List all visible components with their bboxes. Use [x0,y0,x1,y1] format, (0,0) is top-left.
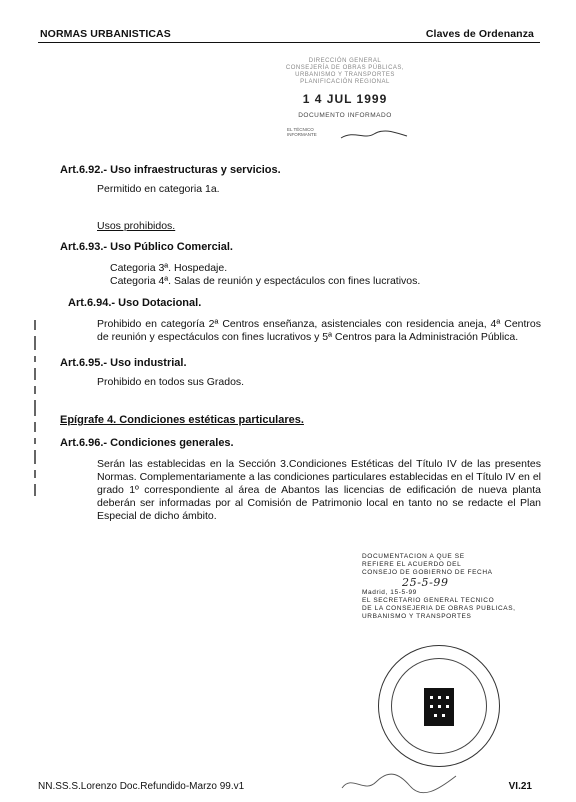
stamp-date: 1 4 JUL 1999 [302,92,388,106]
footer-page-number: VI.21 [508,781,532,792]
stamp-line-1: DIRECCIÓN GENERAL [308,58,382,64]
margin-registration-marks [30,320,40,500]
seal-flag-icon [424,688,454,726]
footer-document-name: NN.SS.S.Lorenzo Doc.Refundido-Marzo 99.v1 [38,781,245,792]
stamp-doc-informado: DOCUMENTO INFORMADO [298,112,392,119]
art-6-93-cat3: Categoria 3ª. Hospedaje. [110,262,228,274]
usos-prohibidos-heading: Usos prohibidos. [97,220,176,232]
approval-line-2: REFIERE EL ACUERDO DEL [362,561,462,568]
art-6-96-body: Serán las establecidas en la Sección 3.Condiciones Estéticas del Título IV de las presentes Normas. Complementariamente a las condiciones particulares establecidas en el Título IV en el grado 1º correspondiente al área de Abantos las licencias de edificación de nueva planta deberán ser informadas por al Comisión de Patrimonio local en tanto no se redacte el Plan Especial de dicho ámbito. [97,458,541,522]
received-stamp [275,58,415,158]
stamp-signature [339,128,409,142]
header-left: NORMAS URBANISTICAS [40,28,171,40]
comunidad-madrid-seal [378,645,500,767]
art-6-95-body: Prohibido en todos sus Grados. [97,376,245,388]
approval-line-4: Madrid, 15-5-99 [362,589,417,596]
stamp-tecnico-2: INFORMANTE [287,132,317,137]
header-rule [38,42,540,43]
approval-line-5: EL SECRETARIO GENERAL TECNICO [362,597,495,604]
approval-line-1: DOCUMENTACION A QUE SE [362,553,465,560]
art-6-95-title: Art.6.95.- Uso industrial. [60,357,187,369]
art-6-94-title: Art.6.94.- Uso Dotacional. [68,297,202,309]
approval-handwritten-date: 25-5-99 [402,576,449,589]
approval-stamp [362,553,540,753]
stamp-line-3: PLANIFICACIÓN REGIONAL [300,79,390,85]
art-6-94-body: Prohibido en categoría 2ª Centros enseñanza, asistenciales con residencia aneja, 4ª Centros de reunión y espectáculos con fines lucrativos y 5ª Centros para la Administración Pública. [97,318,541,343]
stamp-tecnico-1: EL TÉCNICO [287,127,314,132]
art-6-92-title: Art.6.92.- Uso infraestructuras y servicios. [60,164,281,176]
art-6-92-body: Permitido en categoria 1a. [97,183,220,195]
epigrafe-4-heading: Epígrafe 4. Condiciones estéticas particulares. [60,414,304,426]
art-6-93-cat4: Categoria 4ª. Salas de reunión y espectáculos con fines lucrativos. [110,275,421,287]
stamp-line-2: CONSEJERÍA DE OBRAS PÚBLICAS, URBANISMO Y TRANSPORTES [285,65,405,78]
header-right: Claves de Ordenanza [425,28,534,40]
art-6-93-title: Art.6.93.- Uso Público Comercial. [60,241,233,253]
footer-signature [340,768,460,796]
approval-line-3: CONSEJO DE GOBIERNO DE FECHA [362,569,493,576]
approval-line-6: DE LA CONSEJERIA DE OBRAS PUBLICAS, [362,605,516,612]
approval-line-7: URBANISMO Y TRANSPORTES [362,613,472,620]
art-6-96-title: Art.6.96.- Condiciones generales. [60,437,234,449]
